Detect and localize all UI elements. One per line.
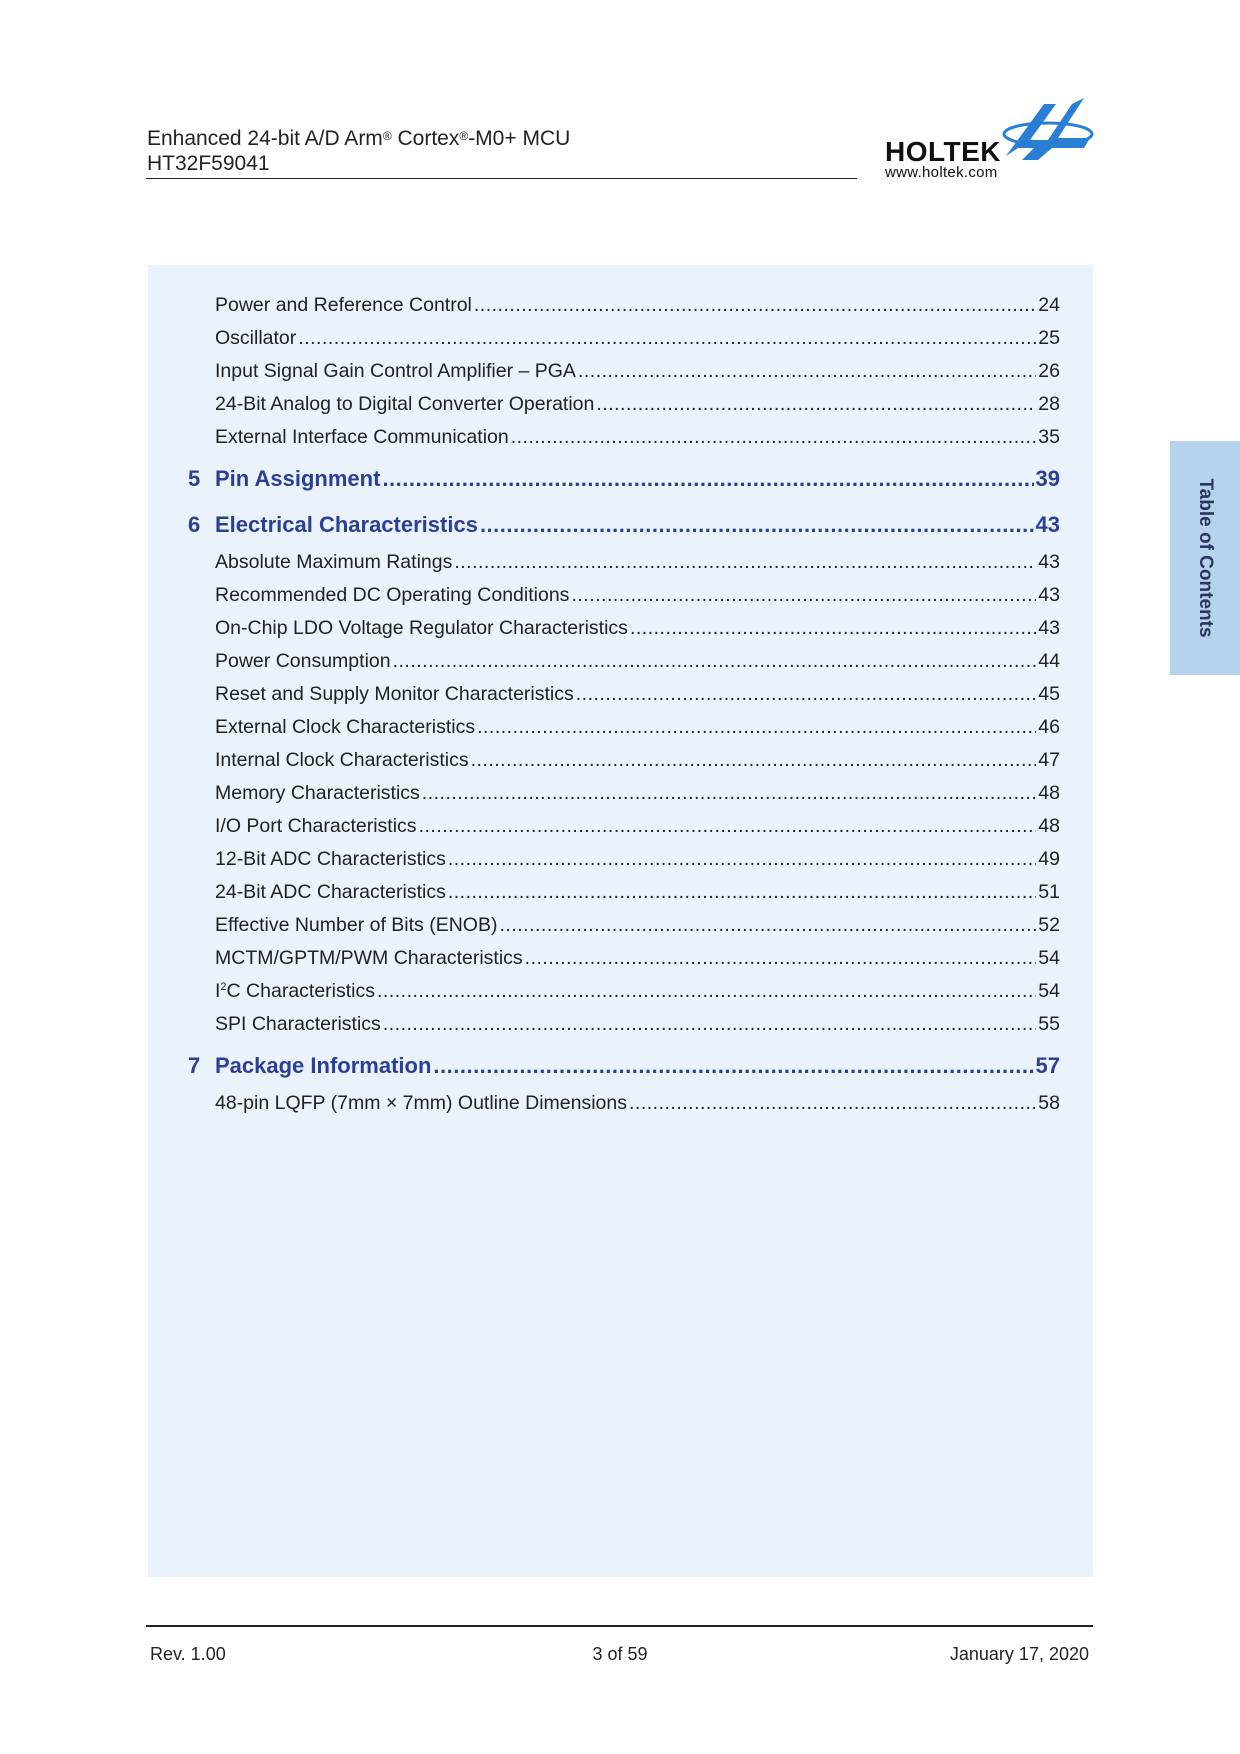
toc-title: Internal Clock Characteristics	[215, 749, 469, 771]
toc-page-number: 57	[1035, 1053, 1060, 1078]
toc-entry[interactable]	[148, 1087, 1060, 1120]
toc-title: Recommended DC Operating Conditions	[215, 584, 570, 606]
toc-title: Memory Characteristics	[215, 782, 420, 804]
dot-leader	[474, 289, 1036, 322]
toc-title: Effective Number of Bits (ENOB)	[215, 914, 498, 936]
toc-title: Electrical Characteristics	[215, 512, 478, 537]
toc-entry[interactable]	[148, 355, 1060, 388]
toc-entry[interactable]	[148, 876, 1060, 909]
toc-page-number: 48	[1038, 815, 1060, 837]
toc-page-number: 25	[1038, 327, 1060, 349]
toc-entry[interactable]	[148, 810, 1060, 843]
toc-entry[interactable]	[148, 678, 1060, 711]
toc-title: 48-pin LQFP (7mm × 7mm) Outline Dimensions	[215, 1092, 627, 1114]
toc-page-number: 51	[1038, 881, 1060, 903]
dot-leader	[471, 744, 1037, 777]
toc-page-number: 47	[1038, 749, 1060, 771]
toc-page-number: 45	[1038, 683, 1060, 705]
chapter-number: 5	[188, 466, 201, 491]
toc-entry[interactable]	[148, 711, 1060, 744]
registered-mark: ®	[459, 129, 469, 143]
toc-page-number: 24	[1038, 294, 1060, 316]
brand-wordmark: HOLTEK	[885, 136, 1002, 167]
toc-page-number: 55	[1038, 1013, 1060, 1035]
side-tab[interactable]	[1170, 441, 1240, 675]
toc-page-number: 43	[1035, 512, 1060, 537]
revision-label: Rev. 1.00	[150, 1644, 226, 1664]
toc-page-number: 28	[1038, 393, 1060, 415]
model-number: HT32F59041	[147, 152, 270, 175]
toc-title: 24-Bit ADC Characteristics	[215, 881, 446, 903]
title-text: Enhanced 24-bit A/D Arm	[147, 127, 383, 150]
toc-title: Oscillator	[215, 327, 297, 349]
toc-title: 12-Bit ADC Characteristics	[215, 848, 446, 870]
toc-page-number: 43	[1038, 584, 1060, 606]
dot-leader	[382, 454, 1033, 504]
dot-leader	[571, 579, 1036, 612]
toc-page-number: 43	[1038, 617, 1060, 639]
toc-title: MCTM/GPTM/PWM Characteristics	[215, 947, 523, 969]
toc-entry[interactable]	[148, 645, 1060, 678]
toc-entry[interactable]	[148, 1008, 1060, 1041]
toc-entry[interactable]	[148, 909, 1060, 942]
dot-leader	[454, 546, 1036, 579]
toc-title: Input Signal Gain Control Amplifier – PGA	[215, 360, 576, 382]
toc-chapter[interactable]	[148, 454, 1060, 500]
dot-leader	[629, 1087, 1036, 1120]
dot-leader	[499, 909, 1036, 942]
toc-chapter[interactable]	[148, 500, 1060, 546]
toc-page-number: 44	[1038, 650, 1060, 672]
document-title	[147, 126, 570, 176]
toc-title: I/O Port Characteristics	[215, 815, 417, 837]
document-date: January 17, 2020	[949, 1644, 1089, 1664]
toc-title: External Clock Characteristics	[215, 716, 476, 738]
toc-entry[interactable]	[148, 322, 1060, 355]
page-number: 3 of 59	[592, 1644, 648, 1664]
toc-page-number: 43	[1038, 551, 1060, 573]
dot-leader	[383, 1008, 1036, 1041]
toc-entry[interactable]	[148, 942, 1060, 975]
dot-leader	[477, 711, 1036, 744]
side-tab-label: Table of Contents	[1195, 478, 1216, 638]
title-rest: C Characteristics	[226, 980, 375, 1002]
dot-leader	[630, 612, 1036, 645]
holtek-logo	[880, 98, 1095, 186]
brand-url: www.holtek.com	[885, 164, 998, 181]
title-prefix: I	[215, 980, 221, 1002]
chapter-number: 6	[188, 512, 201, 537]
toc-entry[interactable]	[148, 579, 1060, 612]
dot-leader	[377, 975, 1036, 1008]
dot-leader	[422, 777, 1037, 810]
dot-leader	[578, 355, 1036, 388]
toc-page-number: 49	[1038, 848, 1060, 870]
toc-page-number: 58	[1038, 1092, 1060, 1114]
toc-entry[interactable]	[148, 843, 1060, 876]
toc-title: Pin Assignment	[215, 466, 381, 491]
toc-title: Absolute Maximum Ratings	[215, 551, 453, 573]
toc-page-number: 35	[1038, 426, 1060, 448]
title-text: -M0+ MCU	[468, 127, 571, 150]
toc-title	[215, 975, 375, 1008]
toc-page-number: 46	[1038, 716, 1060, 738]
dot-leader	[525, 942, 1037, 975]
toc-title: On-Chip LDO Voltage Regulator Characteristics	[215, 617, 628, 639]
toc-title: Reset and Supply Monitor Characteristics	[215, 683, 574, 705]
dot-leader	[433, 1041, 1033, 1091]
toc-page-number: 52	[1038, 914, 1060, 936]
dot-leader	[393, 645, 1037, 678]
toc-page-number: 39	[1035, 466, 1060, 491]
toc-list	[148, 289, 1093, 1120]
dot-leader	[448, 876, 1036, 909]
dot-leader	[596, 388, 1036, 421]
header-rule	[146, 178, 857, 179]
dot-leader	[419, 810, 1037, 843]
toc-chapter[interactable]	[148, 1041, 1060, 1087]
toc-entry[interactable]	[148, 546, 1060, 579]
dot-leader	[576, 678, 1037, 711]
holtek-mark-icon	[998, 98, 1096, 160]
dot-leader	[480, 500, 1034, 550]
toc-page-number: 54	[1038, 947, 1060, 969]
toc-title: Power and Reference Control	[215, 294, 472, 316]
toc-title: External Interface Communication	[215, 426, 509, 448]
toc-entry[interactable]	[148, 388, 1060, 421]
toc-entry[interactable]	[148, 777, 1060, 810]
title-text: Cortex	[391, 127, 460, 150]
toc-entry[interactable]	[148, 289, 1060, 322]
toc-page-number: 48	[1038, 782, 1060, 804]
toc-entry[interactable]	[148, 421, 1060, 454]
toc-title: Package Information	[215, 1053, 432, 1078]
toc-title: SPI Characteristics	[215, 1013, 381, 1035]
footer-rule	[146, 1625, 1093, 1627]
dot-leader	[511, 421, 1037, 454]
toc-entry[interactable]	[148, 612, 1060, 645]
dot-leader	[448, 843, 1036, 876]
toc-page-number: 26	[1038, 360, 1060, 382]
toc-title: 24-Bit Analog to Digital Converter Operation	[215, 393, 595, 415]
toc-entry[interactable]	[148, 744, 1060, 777]
toc-title: Power Consumption	[215, 650, 391, 672]
toc-entry[interactable]	[148, 975, 1060, 1008]
title-superscript: 2	[220, 981, 227, 993]
toc-panel	[148, 265, 1093, 1577]
dot-leader	[298, 322, 1036, 355]
registered-mark: ®	[382, 129, 392, 143]
toc-page-number: 54	[1038, 980, 1060, 1002]
chapter-number: 7	[188, 1053, 201, 1078]
